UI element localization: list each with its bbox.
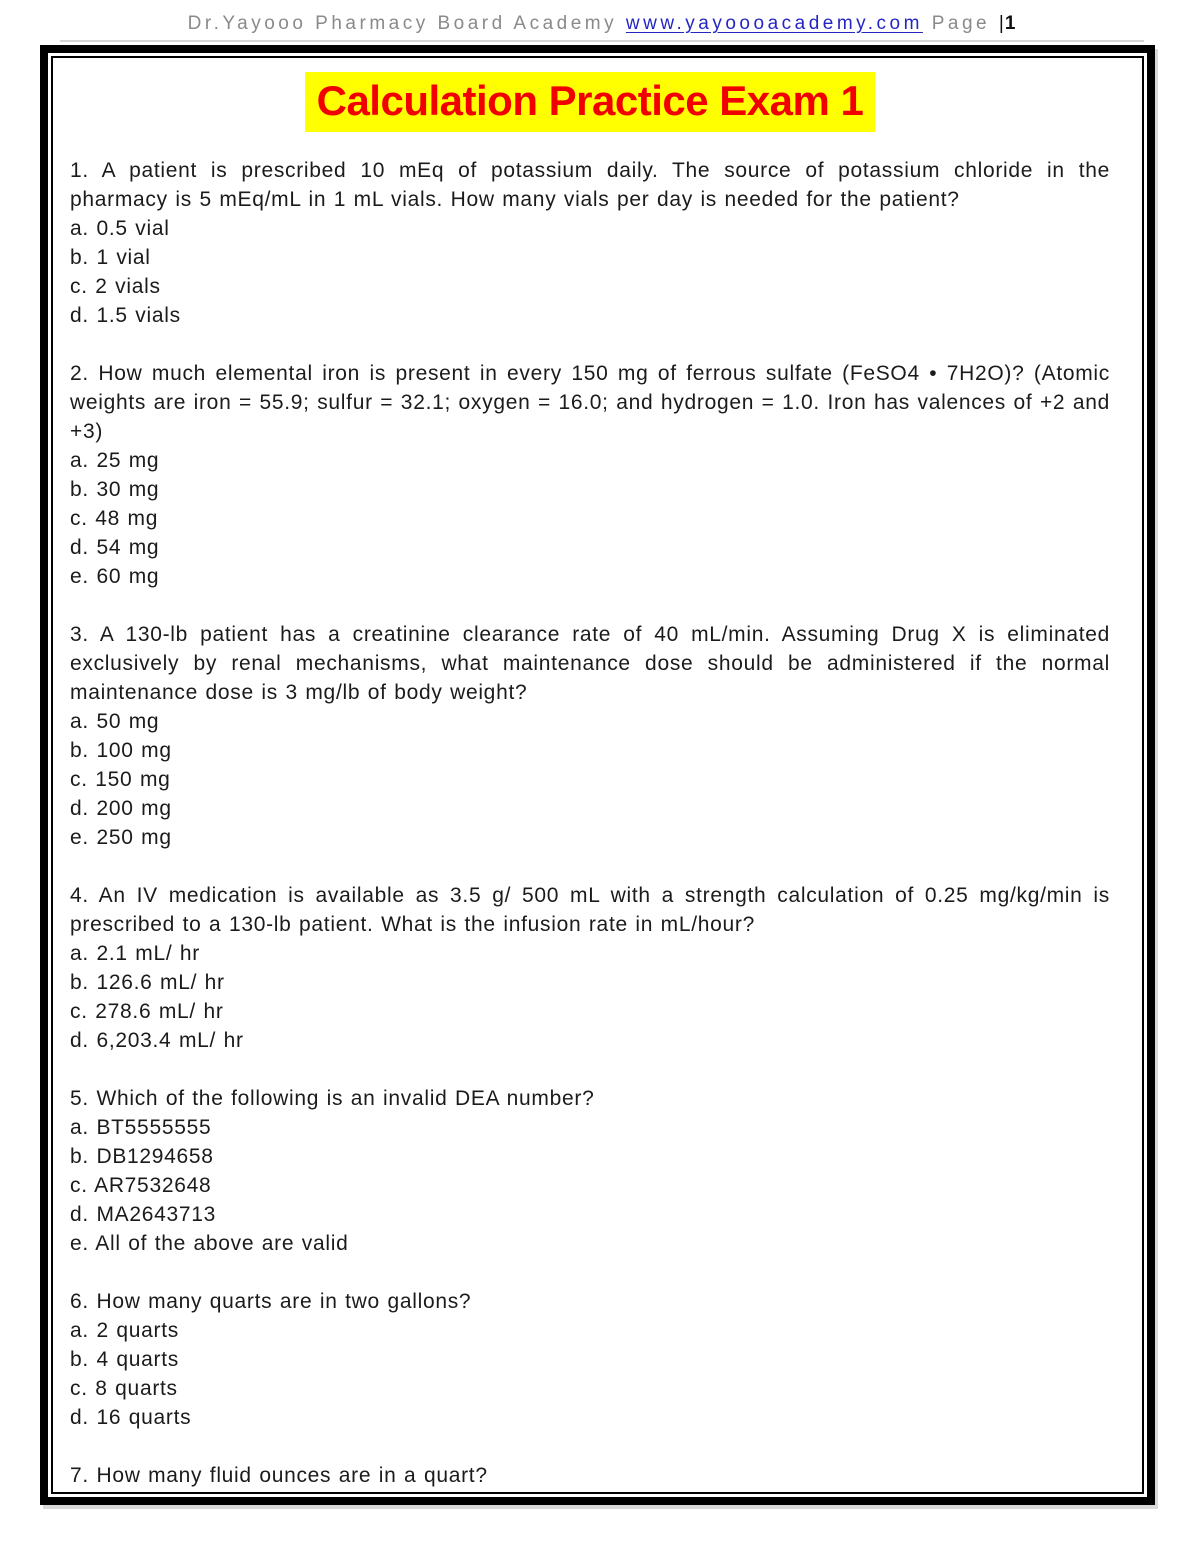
- answer-option: b. 1 vial: [70, 246, 151, 269]
- question-block: [70, 156, 1110, 330]
- answer-option: e. 250 mg: [70, 826, 172, 849]
- question-options: [70, 707, 1110, 852]
- question-block: [70, 359, 1110, 591]
- answer-option: a. 2.1 mL/ hr: [70, 942, 200, 965]
- question-block: [70, 1287, 1110, 1432]
- answer-option: c. 278.6 mL/ hr: [70, 1000, 224, 1023]
- page-word: Page: [931, 13, 991, 34]
- question-text: 6. How many quarts are in two gallons?: [70, 1290, 472, 1313]
- question-block: [70, 881, 1110, 1055]
- answer-option: e. All of the above are valid: [70, 1232, 349, 1255]
- question-options: [70, 214, 1110, 330]
- answer-option: d. 200 mg: [70, 797, 172, 820]
- answer-option: d. MA2643713: [70, 1203, 217, 1226]
- exam-frame: [40, 45, 1155, 1505]
- answer-option: b. 100 mg: [70, 739, 172, 762]
- answer-option: a. 50 mg: [70, 710, 160, 733]
- page-header: [60, 0, 1144, 42]
- question-options: [70, 446, 1110, 591]
- question-options: [70, 1113, 1110, 1258]
- question-text: 5. Which of the following is an invalid DEA number?: [70, 1087, 595, 1110]
- answer-option: a. 0.5 vial: [70, 217, 170, 240]
- answer-option: c. 150 mg: [70, 768, 171, 791]
- exam-frame-inner: [51, 56, 1144, 1494]
- answer-option: a. 25 mg: [70, 449, 160, 472]
- answer-option: c. 48 mg: [70, 507, 159, 530]
- answer-option: c. 8 quarts: [70, 1377, 178, 1400]
- answer-option: b. 126.6 mL/ hr: [70, 971, 225, 994]
- question-block: [70, 1084, 1110, 1258]
- question-block: [70, 1461, 1110, 1490]
- question-text: 1. A patient is prescribed 10 mEq of potassium daily. The source of potassium chloride in the pharmacy is 5 mEq/mL in 1 mL vials. How many vials per day is needed for the patient?: [70, 159, 1110, 211]
- questions-list: [70, 156, 1110, 1490]
- answer-option: b. 4 quarts: [70, 1348, 179, 1371]
- question-text: 2. How much elemental iron is present in every 150 mg of ferrous sulfate (FeSO4 • 7H2O)? (Atomic weights are iron = 55.9; sulfur = 32.1; oxygen = 16.0; and hydrogen = 1.0. Iron has valences of +2 and +3): [70, 362, 1110, 443]
- academy-name: Dr.Yayooo Pharmacy Board Academy: [187, 13, 618, 34]
- answer-option: e. 60 mg: [70, 565, 160, 588]
- answer-option: c. 2 vials: [70, 275, 161, 298]
- answer-option: b. 30 mg: [70, 478, 160, 501]
- answer-option: a. BT5555555: [70, 1116, 212, 1139]
- question-block: [70, 620, 1110, 852]
- question-options: [70, 939, 1110, 1055]
- question-text: 4. An IV medication is available as 3.5 g/ 500 mL with a strength calculation of 0.25 mg/kg/min is prescribed to a 130-lb patient. What is the infusion rate in mL/hour?: [70, 884, 1110, 936]
- answer-option: d. 6,203.4 mL/ hr: [70, 1029, 244, 1052]
- question-text: 7. How many fluid ounces are in a quart?: [70, 1464, 488, 1487]
- question-options: [70, 1316, 1110, 1432]
- answer-option: a. 2 quarts: [70, 1319, 179, 1342]
- answer-option: b. DB1294658: [70, 1145, 214, 1168]
- question-text: 3. A 130-lb patient has a creatinine clearance rate of 40 mL/min. Assuming Drug X is eliminated exclusively by renal mechanisms, what maintenance dose should be administered if the normal maintenance dose is 3 mg/lb of body weight?: [70, 623, 1110, 704]
- answer-option: d. 16 quarts: [70, 1406, 192, 1429]
- academy-link[interactable]: www.yayoooacademy.com: [625, 13, 923, 34]
- page-number: 1: [1004, 13, 1017, 34]
- answer-option: d. 1.5 vials: [70, 304, 181, 327]
- exam-title-row: [70, 72, 1110, 132]
- exam-title: Calculation Practice Exam 1: [305, 72, 876, 132]
- answer-option: d. 54 mg: [70, 536, 160, 559]
- page-pipe: |: [998, 13, 1005, 34]
- answer-option: c. AR7532648: [70, 1174, 212, 1197]
